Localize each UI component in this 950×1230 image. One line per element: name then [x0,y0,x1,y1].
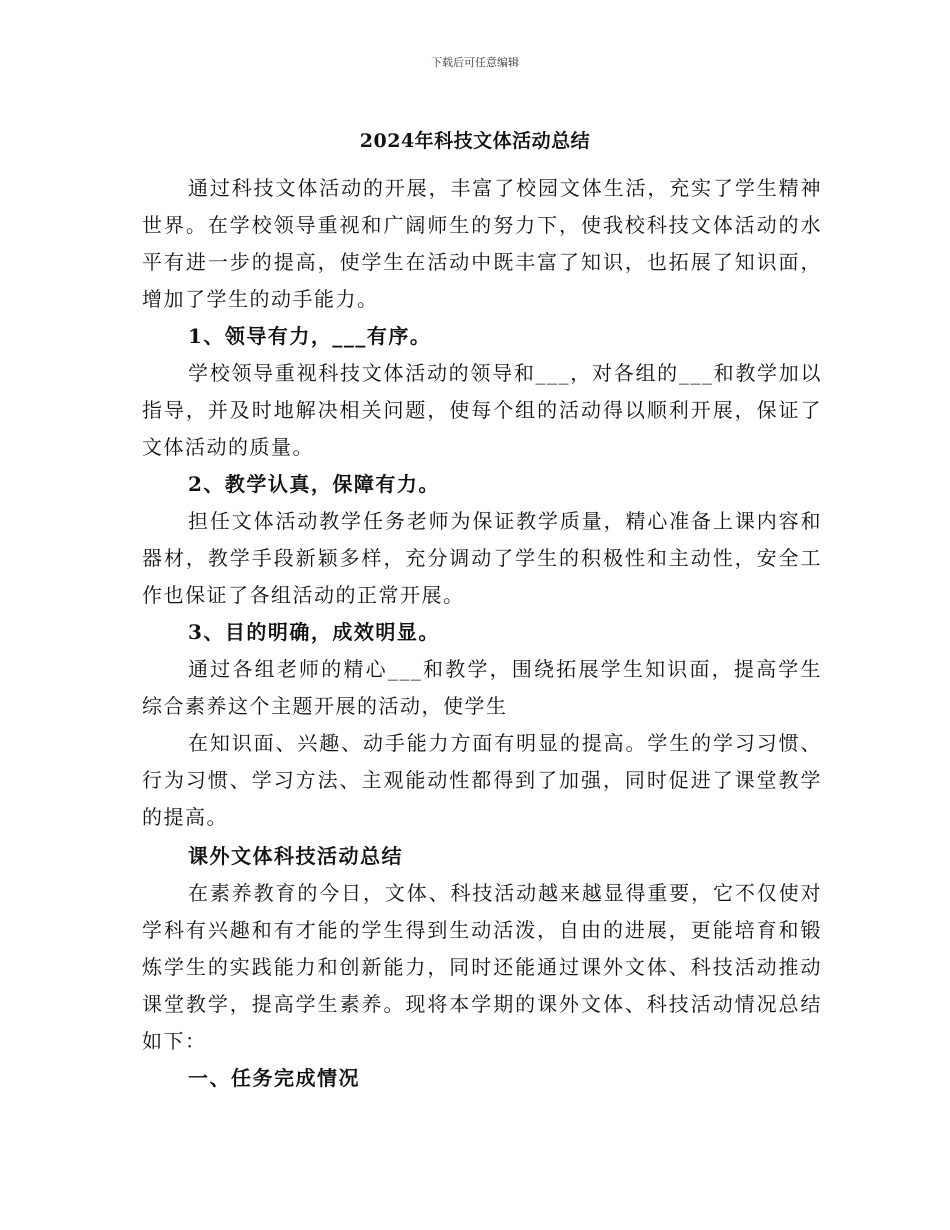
paragraph-intro: 通过科技文体活动的开展，丰富了校园文体生活，充实了学生精神世界。在学校领导重视和广阔师生的努力下，使我校科技文体活动的水平有进一步的提高，使学生在活动中既丰富了知识，也拓展了知识面，增加了学生的动手能力。 [142,176,822,311]
section-heading-2: 2、教学认真，保障有力。 [188,472,440,496]
paragraph-extracurricular: 在素养教育的今日，文体、科技活动越来越显得重要，它不仅使对学科有兴趣和有才能的学生得到生动活泼，自由的进展，更能培育和锻炼学生的实践能力和创新能力，同时还能通过课外文体、科技活动推动课堂教学，提高学生素养。现将本学期的课外文体、科技活动情况总结如下： [142,881,822,1053]
paragraph-1: 学校领导重视科技文体活动的领导和___，对各组的___和教学加以指导，并及时地解决相关问题，使每个组的活动得以顺利开展，保证了文体活动的质量。 [142,361,822,459]
section-heading-extracurricular: 课外文体科技活动总结 [188,844,403,868]
document-body [142,170,822,1097]
document-title: 2024年科技文体活动总结 [359,130,591,152]
paragraph-3b: 在知识面、兴趣、动手能力方面有明显的提高。学生的学习习惯、行为习惯、学习方法、主观能动性都得到了加强，同时促进了课堂教学的提高。 [142,731,822,829]
paragraph-2: 担任文体活动教学任务老师为保证教学质量，精心准备上课内容和器材，教学手段新颖多样，充分调动了学生的积极性和主动性，安全工作也保证了各组活动的正常开展。 [142,509,822,607]
header-note: 下载后可任意编辑 [431,56,519,69]
section-heading-3: 3、目的明确，成效明显。 [188,620,440,644]
section-heading-1: 1、领导有力，___有序。 [188,324,432,348]
section-heading-task-completion: 一、任务完成情况 [188,1066,360,1090]
paragraph-3a: 通过各组老师的精心___和教学，围绕拓展学生知识面，提高学生综合素养这个主题开展的活动，使学生 [142,657,822,718]
